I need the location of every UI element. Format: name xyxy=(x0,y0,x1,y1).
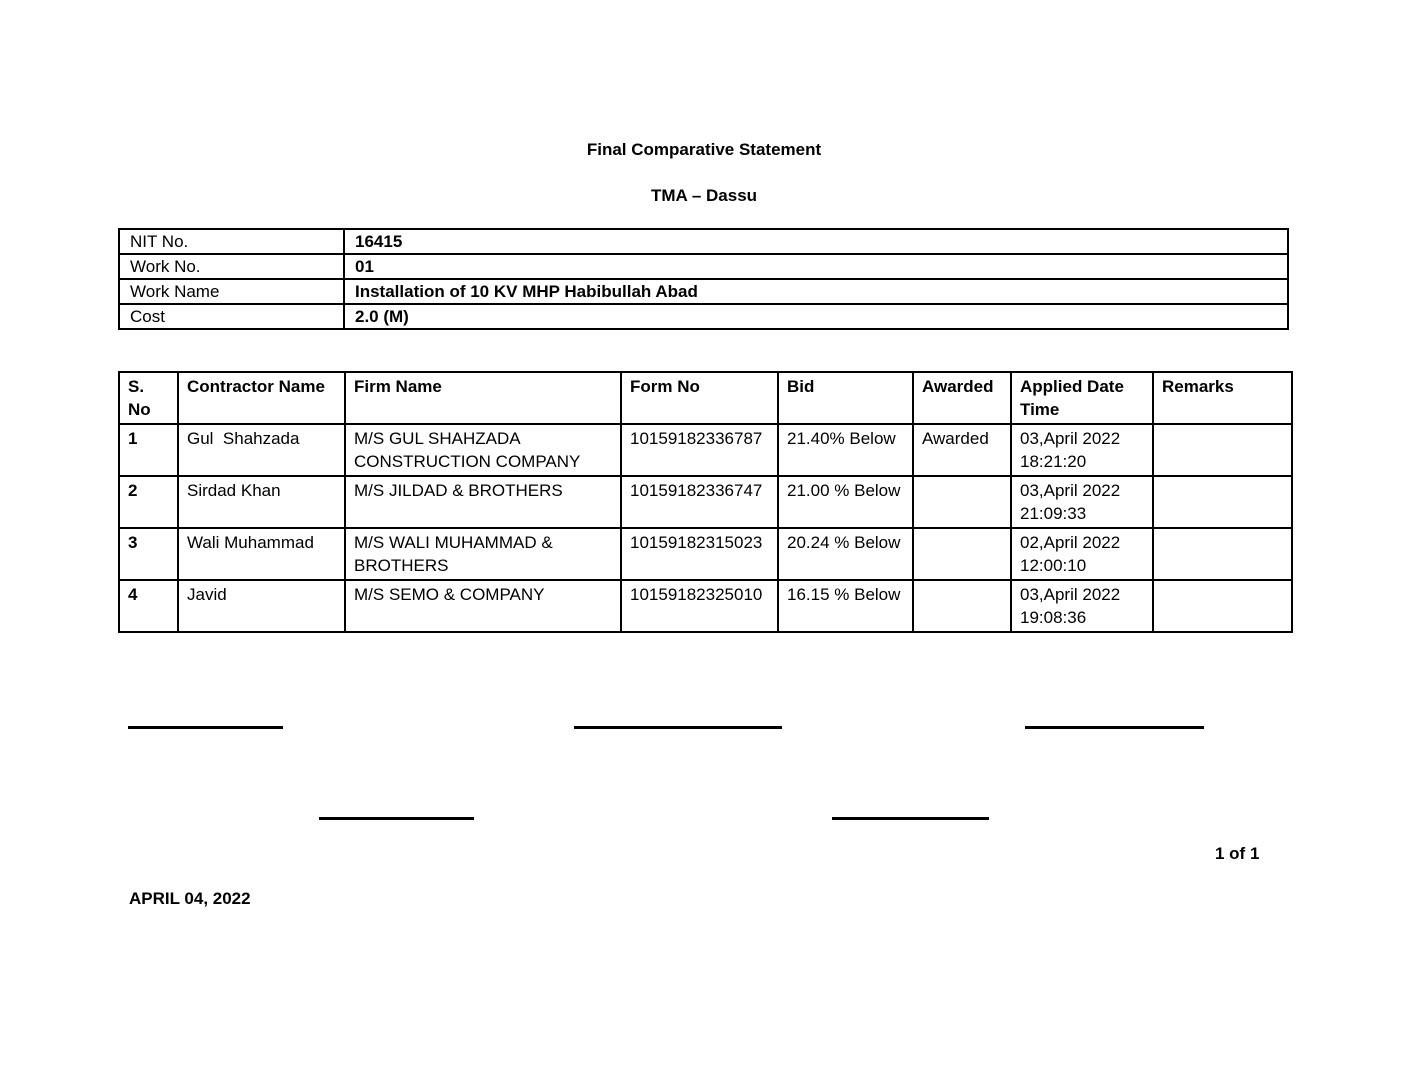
info-label-cell: Work No. xyxy=(119,254,344,279)
info-value-cell: 01 xyxy=(344,254,1288,279)
table-row xyxy=(119,279,1288,304)
contractor-cell: Sirdad Khan xyxy=(178,476,345,528)
info-label-cell: Work Name xyxy=(119,279,344,304)
column-header-applied-date: Applied Date Time xyxy=(1011,372,1153,424)
applied-date-cell: 03,April 2022 21:09:33 xyxy=(1011,476,1153,528)
form-no-cell: 10159182336747 xyxy=(621,476,778,528)
info-value-cell: 2.0 (M) xyxy=(344,304,1288,329)
column-header-bid: Bid xyxy=(778,372,913,424)
form-no-cell: 10159182336787 xyxy=(621,424,778,476)
applied-date-cell: 03,April 2022 18:21:20 xyxy=(1011,424,1153,476)
sno-cell: 1 xyxy=(119,424,178,476)
table-row xyxy=(119,424,1292,476)
info-label-cell: Cost xyxy=(119,304,344,329)
table-row xyxy=(119,476,1292,528)
bids-comparison-table xyxy=(118,371,1293,633)
bid-cell: 20.24 % Below xyxy=(778,528,913,580)
contractor-cell: Gul Shahzada xyxy=(178,424,345,476)
table-row xyxy=(119,254,1288,279)
page-title: Final Comparative Statement xyxy=(586,140,822,159)
bid-cell: 21.00 % Below xyxy=(778,476,913,528)
footer-date: APRIL 04, 2022 xyxy=(129,889,251,908)
signature-line xyxy=(1025,726,1204,729)
info-label-cell: NIT No. xyxy=(119,229,344,254)
sno-cell: 4 xyxy=(119,580,178,632)
table-row xyxy=(119,528,1292,580)
firm-cell: M/S GUL SHAHZADA CONSTRUCTION COMPANY xyxy=(345,424,621,476)
applied-date-cell: 02,April 2022 12:00:10 xyxy=(1011,528,1153,580)
table-row xyxy=(119,580,1292,632)
column-header-form-no: Form No xyxy=(621,372,778,424)
contractor-cell: Javid xyxy=(178,580,345,632)
column-header-contractor: Contractor Name xyxy=(178,372,345,424)
form-no-cell: 10159182315023 xyxy=(621,528,778,580)
remarks-cell xyxy=(1153,424,1292,476)
table-header-row xyxy=(119,372,1292,424)
awarded-cell xyxy=(913,476,1011,528)
info-value-cell: Installation of 10 KV MHP Habibullah Abad xyxy=(344,279,1288,304)
awarded-cell: Awarded xyxy=(913,424,1011,476)
column-header-remarks: Remarks xyxy=(1153,372,1292,424)
page-number: 1 of 1 xyxy=(1215,844,1260,863)
table-row xyxy=(119,229,1288,254)
column-header-sno: S. No xyxy=(119,372,178,424)
awarded-cell xyxy=(913,528,1011,580)
info-value-cell: 16415 xyxy=(344,229,1288,254)
remarks-cell xyxy=(1153,528,1292,580)
column-header-firm: Firm Name xyxy=(345,372,621,424)
bid-cell: 16.15 % Below xyxy=(778,580,913,632)
table-row xyxy=(119,304,1288,329)
sno-cell: 3 xyxy=(119,528,178,580)
firm-cell: M/S SEMO & COMPANY xyxy=(345,580,621,632)
signature-line xyxy=(128,726,283,729)
applied-date-cell: 03,April 2022 19:08:36 xyxy=(1011,580,1153,632)
page-subtitle: TMA – Dassu xyxy=(650,186,758,205)
firm-cell: M/S JILDAD & BROTHERS xyxy=(345,476,621,528)
bid-cell: 21.40% Below xyxy=(778,424,913,476)
sno-cell: 2 xyxy=(119,476,178,528)
awarded-cell xyxy=(913,580,1011,632)
signature-line xyxy=(574,726,782,729)
contractor-cell: Wali Muhammad xyxy=(178,528,345,580)
signature-line xyxy=(319,817,474,820)
remarks-cell xyxy=(1153,580,1292,632)
column-header-awarded: Awarded xyxy=(913,372,1011,424)
remarks-cell xyxy=(1153,476,1292,528)
firm-cell: M/S WALI MUHAMMAD & BROTHERS xyxy=(345,528,621,580)
signature-line xyxy=(832,817,989,820)
form-no-cell: 10159182325010 xyxy=(621,580,778,632)
work-info-table xyxy=(118,228,1289,330)
